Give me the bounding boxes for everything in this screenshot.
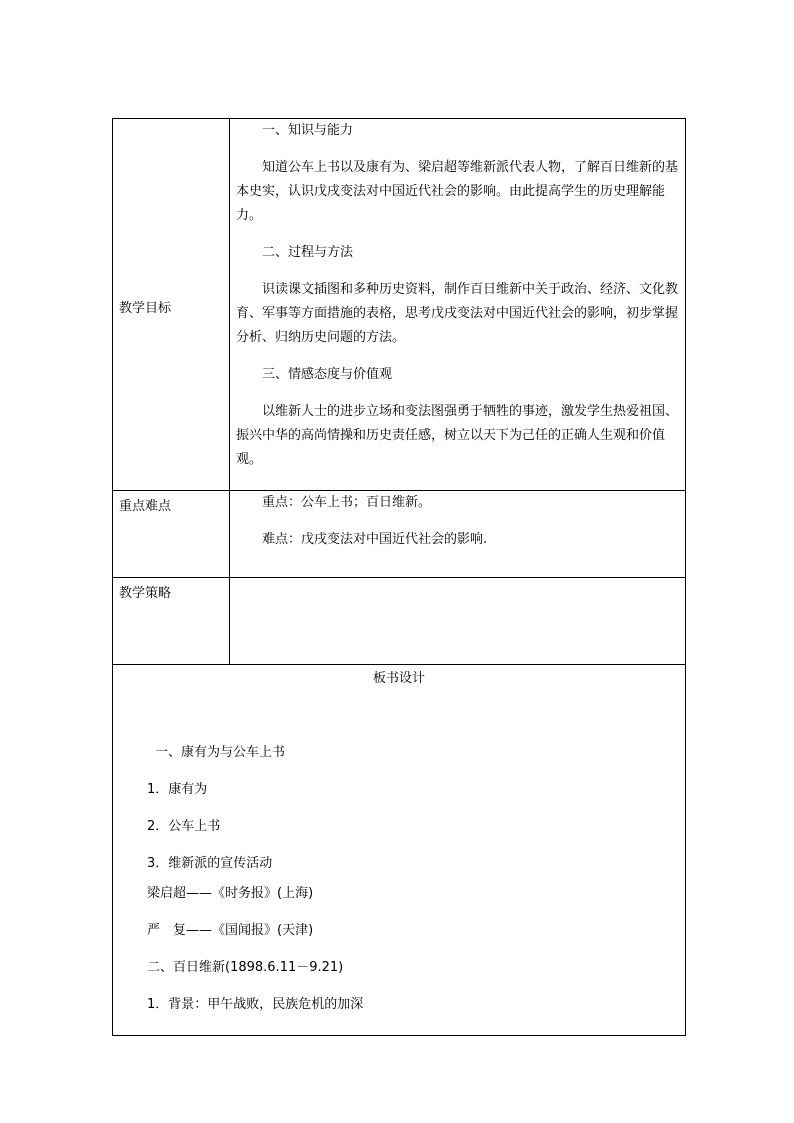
- objectives-heading-1: 一、知识与能力: [262, 123, 354, 138]
- board-line: 2．公车上书: [147, 819, 221, 834]
- key-points-row: [113, 491, 686, 578]
- board-design-row: [113, 665, 686, 1036]
- board-line: 严 复——《国闻报》(天津): [147, 923, 314, 938]
- board-line: 梁启超——《时务报》(上海): [147, 886, 314, 901]
- board-line: 3．维新派的宣传活动: [147, 856, 273, 871]
- board-design-cell: [113, 665, 686, 1036]
- board-design-content: [113, 741, 685, 1017]
- objectives-content: [230, 119, 686, 491]
- objectives-label: 教学目标: [113, 119, 230, 491]
- lesson-plan-table: [112, 118, 686, 1036]
- strategy-label: 教学策略: [113, 578, 230, 665]
- board-line: 1．背景：甲午战败，民族危机的加深: [147, 997, 364, 1012]
- strategy-content: [230, 578, 686, 665]
- objectives-paragraph-3: 以维新人士的进步立场和变法图强勇于牺牲的事迹，激发学生热爱祖国、振兴中华的高尚情操和历史责任感，树立以天下为己任的正确人生观和价值观。: [236, 404, 679, 467]
- objectives-paragraph-2: 识读课文插图和多种历史资料，制作百日维新中关于政治、经济、文化教育、军事等方面措施的表格，思考戊戌变法对中国近代社会的影响，初步掌握分析、归纳历史问题的方法。: [236, 282, 679, 345]
- objectives-paragraph-1: 知道公车上书以及康有为、梁启超等维新派代表人物，了解百日维新的基本史实，认识戊戌变法对中国近代社会的影响。由此提高学生的历史理解能力。: [236, 160, 679, 223]
- board-line: 二、百日维新(1898.6.11－9.21): [147, 960, 344, 975]
- objectives-heading-3: 三、情感态度与价值观: [262, 367, 393, 382]
- difficult-point-text: 难点：戊戌变法对中国近代社会的影响.: [262, 532, 488, 547]
- objectives-heading-2: 二、过程与方法: [262, 245, 354, 260]
- strategy-row: [113, 578, 686, 665]
- board-line: 1．康有为: [147, 782, 208, 797]
- board-design-title: 板书设计: [372, 671, 425, 686]
- key-point-text: 重点：公车上书；百日维新。: [262, 495, 432, 510]
- key-points-label: 重点难点: [113, 491, 230, 578]
- objectives-row: [113, 119, 686, 491]
- board-line: 一、康有为与公车上书: [155, 745, 286, 760]
- key-points-content: [230, 491, 686, 578]
